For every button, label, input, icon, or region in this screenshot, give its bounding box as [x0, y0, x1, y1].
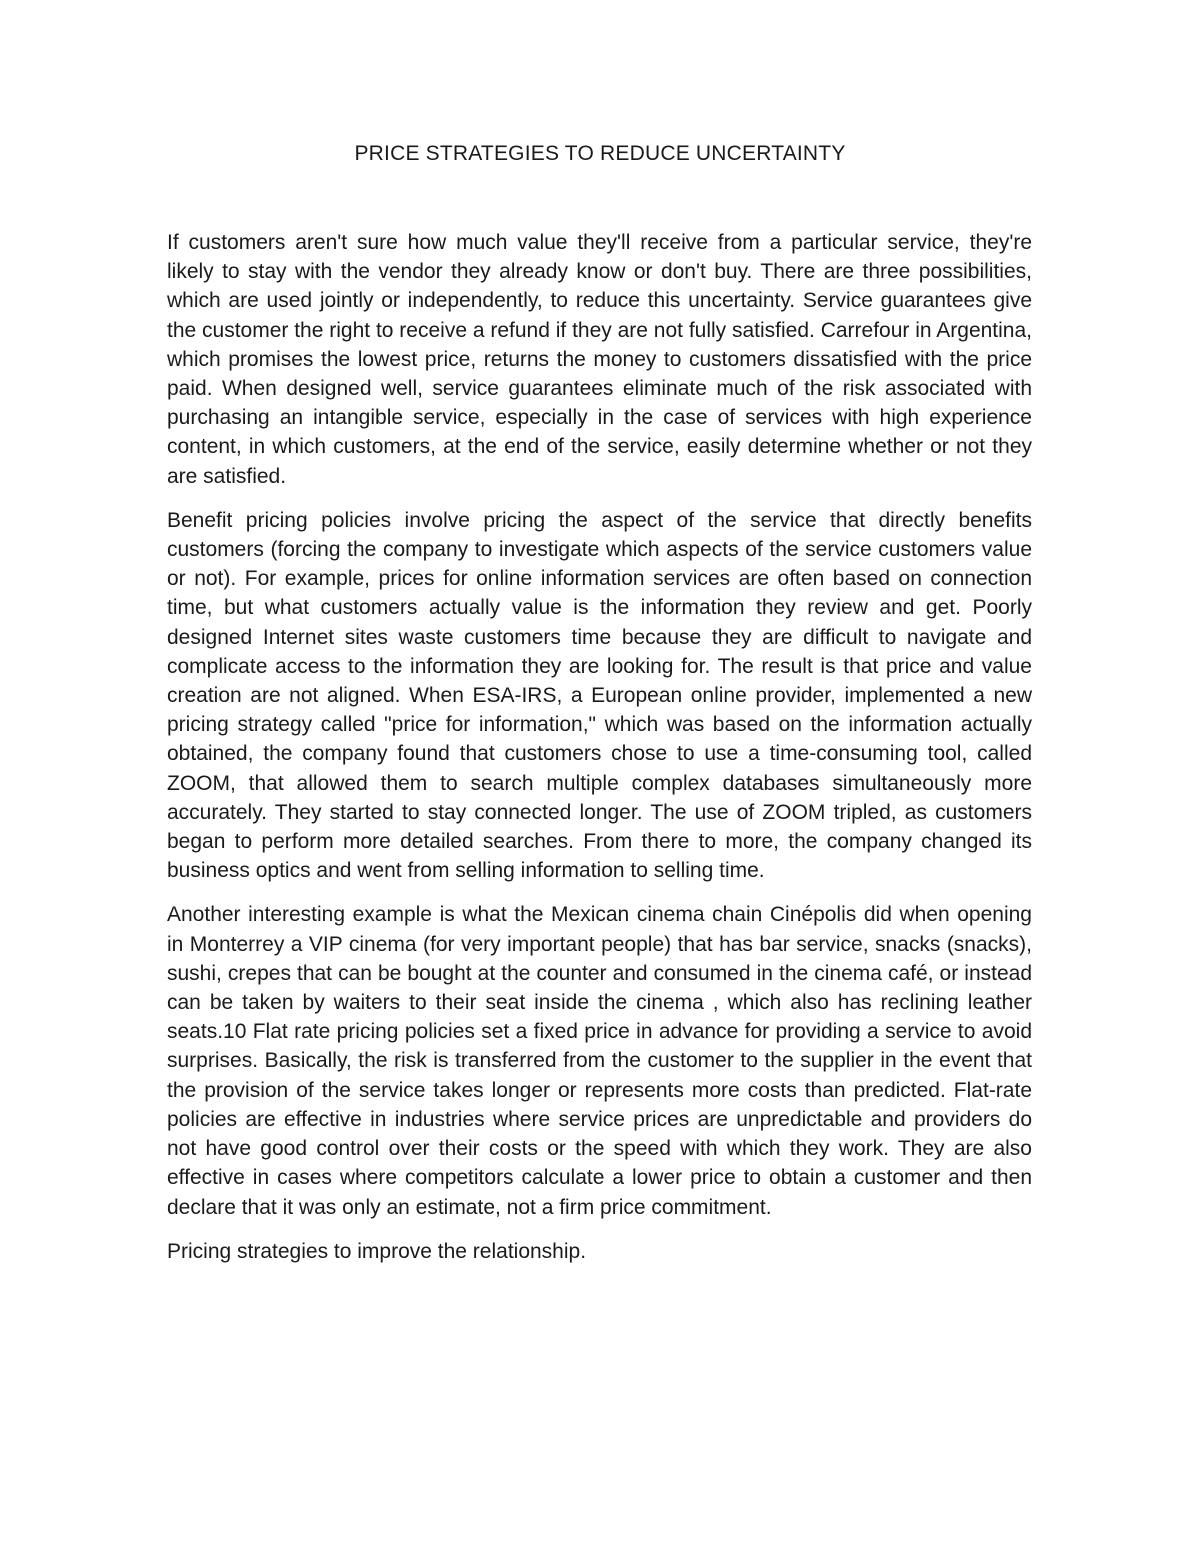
document-body: [167, 228, 1032, 1281]
document-title: PRICE STRATEGIES TO REDUCE UNCERTAINTY: [354, 142, 846, 165]
paragraph-service-guarantees: If customers aren't sure how much value they'll receive from a particular service, they're likely to stay with the vendor they already know or don't buy. There are three possibilities, which are used jointly or independently, to reduce this uncertainty. Service guarantees give the customer the right to receive a refund if they are not fully satisfied. Carrefour in Argentina, which promises the lowest price, returns the money to customers dissatisfied with the price paid. When designed well, service guarantees eliminate much of the risk associated with purchasing an intangible service, especially in the case of services with high experience content, in which customers, at the end of the service, easily determine whether or not they are satisfied.: [167, 231, 1032, 488]
paragraph-relationship-heading: Pricing strategies to improve the relationship.: [167, 1239, 587, 1263]
paragraph-benefit-pricing: Benefit pricing policies involve pricing the aspect of the service that directly benefits customers (forcing the company to investigate which aspects of the service customers value or not). For example, prices for online information services are often based on connection time, but what customers actually value is the information they review and get. Poorly designed Internet sites waste customers time because they are difficult to navigate and complicate access to the information they are looking for. The result is that price and value creation are not aligned. When ESA-IRS, a European online provider, implemented a new pricing strategy called "price for information," which was based on the information actually obtained, the company found that customers chose to use a time-consuming tool, called ZOOM, that allowed them to search multiple complex databases simultaneously more accurately. They started to stay connected longer. The use of ZOOM tripled, as customers began to perform more detailed searches. From there to more, the company changed its business optics and went from selling information to selling time.: [167, 508, 1032, 883]
paragraph-flat-rate-pricing: Another interesting example is what the Mexican cinema chain Cinépolis did when opening in Monterrey a VIP cinema (for very important people) that has bar service, snacks (snacks), sushi, crepes that can be bought at the counter and consumed in the cinema café, or instead can be taken by waiters to their seat inside the cinema , which also has reclining leather seats.10 Flat rate pricing policies set a fixed price in advance for providing a service to avoid surprises. Basically, the risk is transferred from the customer to the supplier in the event that the provision of the service takes longer or represents more costs than predicted. Flat-rate policies are effective in industries where service prices are unpredictable and providers do not have good control over their costs or the speed with which they work. They are also effective in cases where competitors calculate a lower price to obtain a customer and then declare that it was only an estimate, not a firm price commitment.: [167, 903, 1032, 1219]
